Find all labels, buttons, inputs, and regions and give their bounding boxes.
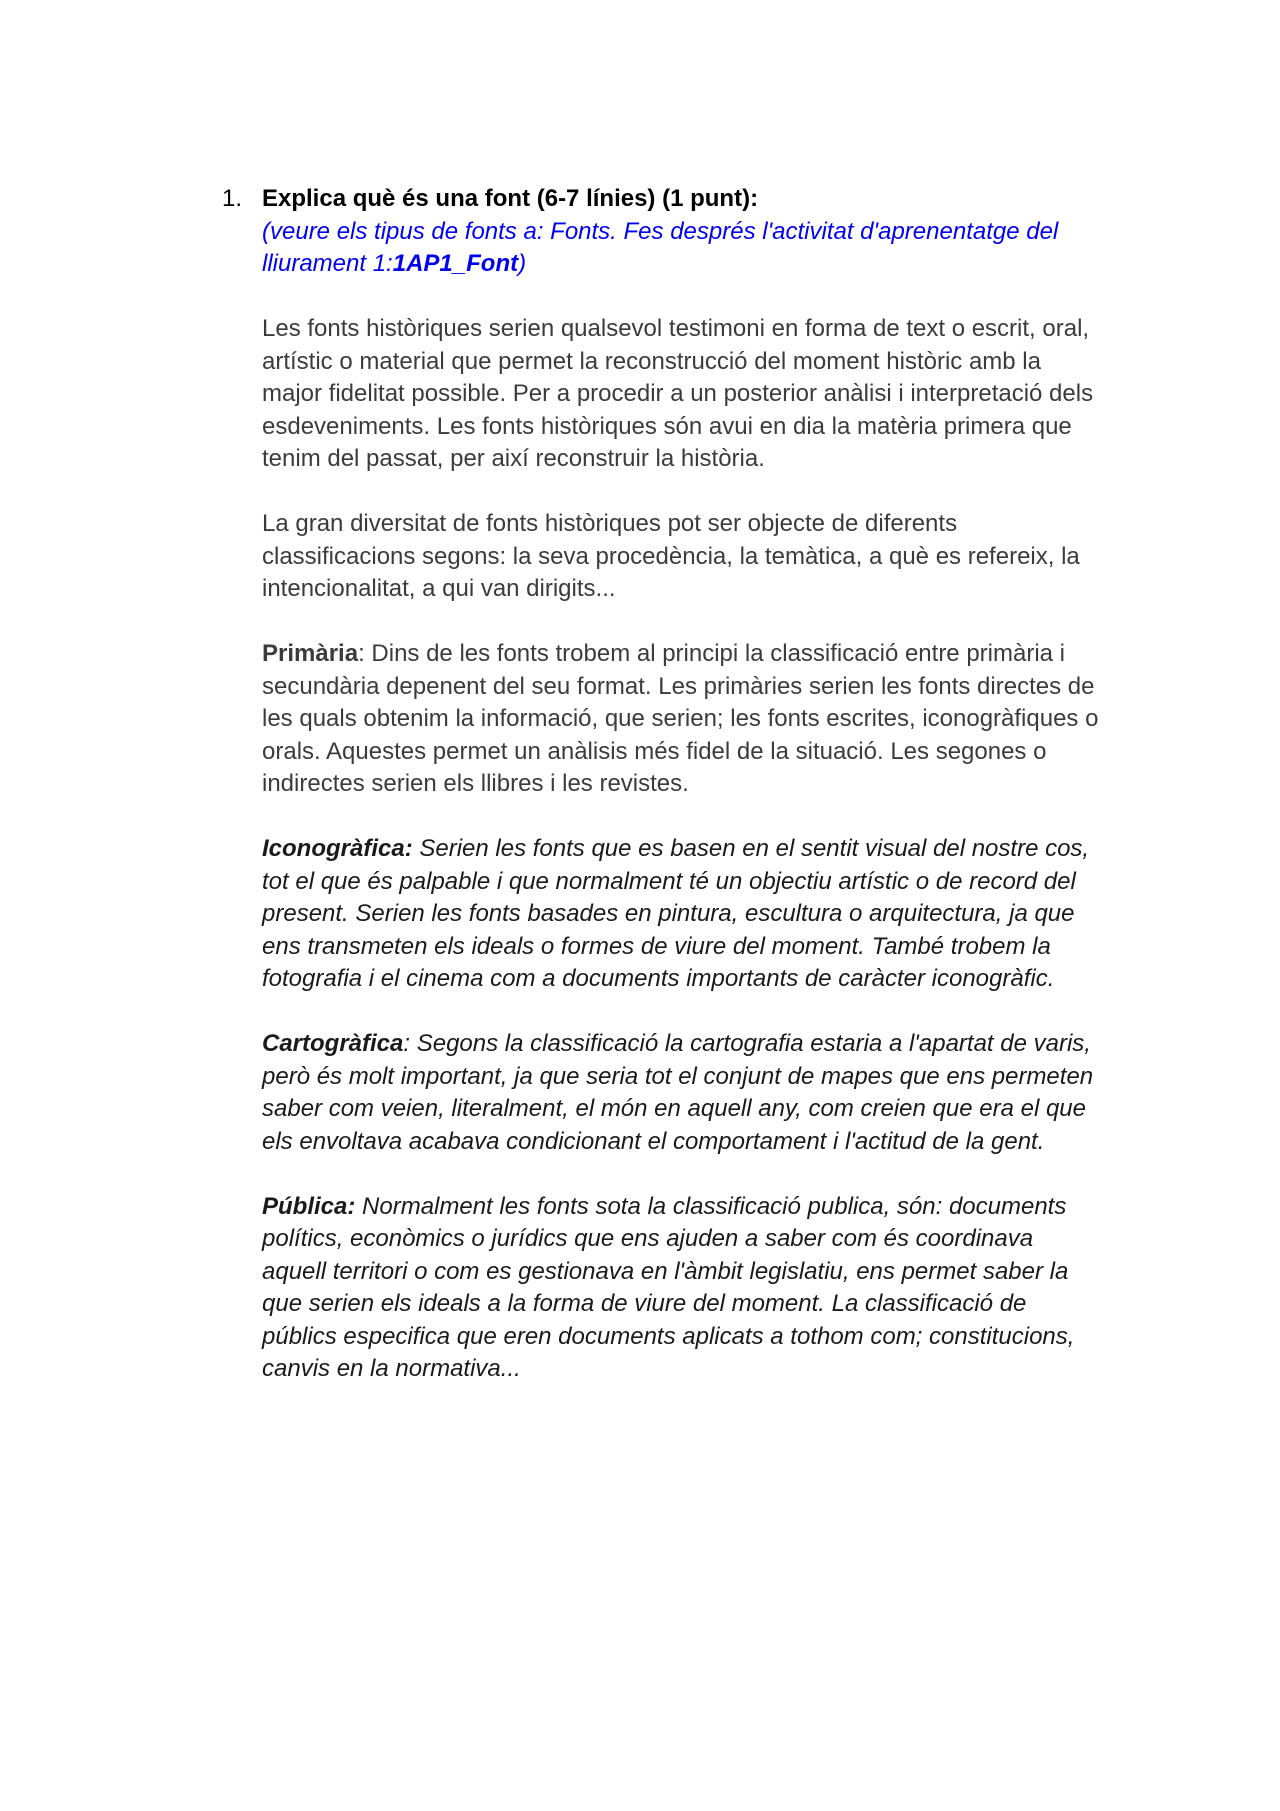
primaria-text: : Dins de les fonts trobem al principi la classificació entre primària i secundària depenent del seu format. Les primàries serien les fonts directes de les quals obtenim la informació, que serien; les fonts escrites, iconogràfiques o orals. Aquestes permet un anàlisis més fidel de la situació. Les segones o indirectes serien els llibres i les revistes. <box>262 640 1099 797</box>
list-number: 1. <box>222 185 243 212</box>
question-content <box>262 183 1102 1386</box>
question-heading: Explica què és una font (6-7 línies) (1 punt): <box>262 185 759 212</box>
question-instruction <box>262 216 1102 281</box>
paragraph-publica <box>262 1191 1102 1386</box>
cartografica-term: Cartogràfica <box>262 1030 404 1057</box>
activity-link[interactable]: 1AP1_Font <box>392 250 519 277</box>
paragraph-classification: La gran diversitat de fonts històriques pot ser objecte de diferents classificacions segons: la seva procedència, la temàtica, a què es refereix, la intencionalitat, a qui van dirigits... <box>262 510 1080 602</box>
paragraph-cartografica <box>262 1028 1102 1158</box>
paragraph-primaria <box>262 638 1102 801</box>
publica-text: Normalment les fonts sota la classificació publica, són: documents polítics, econòmics o jurídics que ens ajuden a saber com és coordinava aquell territori o com es gestionava en l'àmbit legislatiu, ens permet saber la que serien els ideals a la forma de viure del moment. La classificació de públics especifica que eren documents aplicats a tothom com; constitucions, canvis en la normativa... <box>262 1192 1075 1382</box>
iconografica-term: Iconogràfica: <box>262 835 413 862</box>
cartografica-text: : Segons la classificació la cartografia estaria a l'apartat de varis, però és molt important, ja que seria tot el conjunt de mapes que ens permeten saber com veien, literalment, el món en aquell any, com creien que era el que els envoltava acabava condicionant el comportament i l'actitud de la gent. <box>262 1030 1094 1155</box>
instruction-suffix: ) <box>518 250 527 277</box>
paragraph-iconografica <box>262 833 1102 996</box>
instruction-prefix: (veure els tipus de fonts a: Fonts. Fes després l'activitat d'aprenentatge del lliurament 1: <box>262 217 1059 277</box>
iconografica-text: Serien les fonts que es basen en el sentit visual del nostre cos, tot el que és palpable i que normalment té un objectiu artístic o de record del present. Serien les fonts basades en pintura, escultura o arquitectura, ja que ens transmeten els ideals o formes de viure del moment. També trobem la fotografia i el cinema com a documents importants de caràcter iconogràfic. <box>262 835 1090 992</box>
primaria-term: Primària <box>262 640 359 667</box>
paragraph-definition: Les fonts històriques serien qualsevol testimoni en forma de text o escrit, oral, artístic o material que permet la reconstrucció del moment històric amb la major fidelitat possible. Per a procedir a un posterior anàlisi i interpretació dels esdeveniments. Les fonts històriques són avui en dia la matèria primera que tenim del passat, per així reconstruir la història. <box>262 315 1094 472</box>
publica-term: Pública: <box>262 1192 356 1220</box>
